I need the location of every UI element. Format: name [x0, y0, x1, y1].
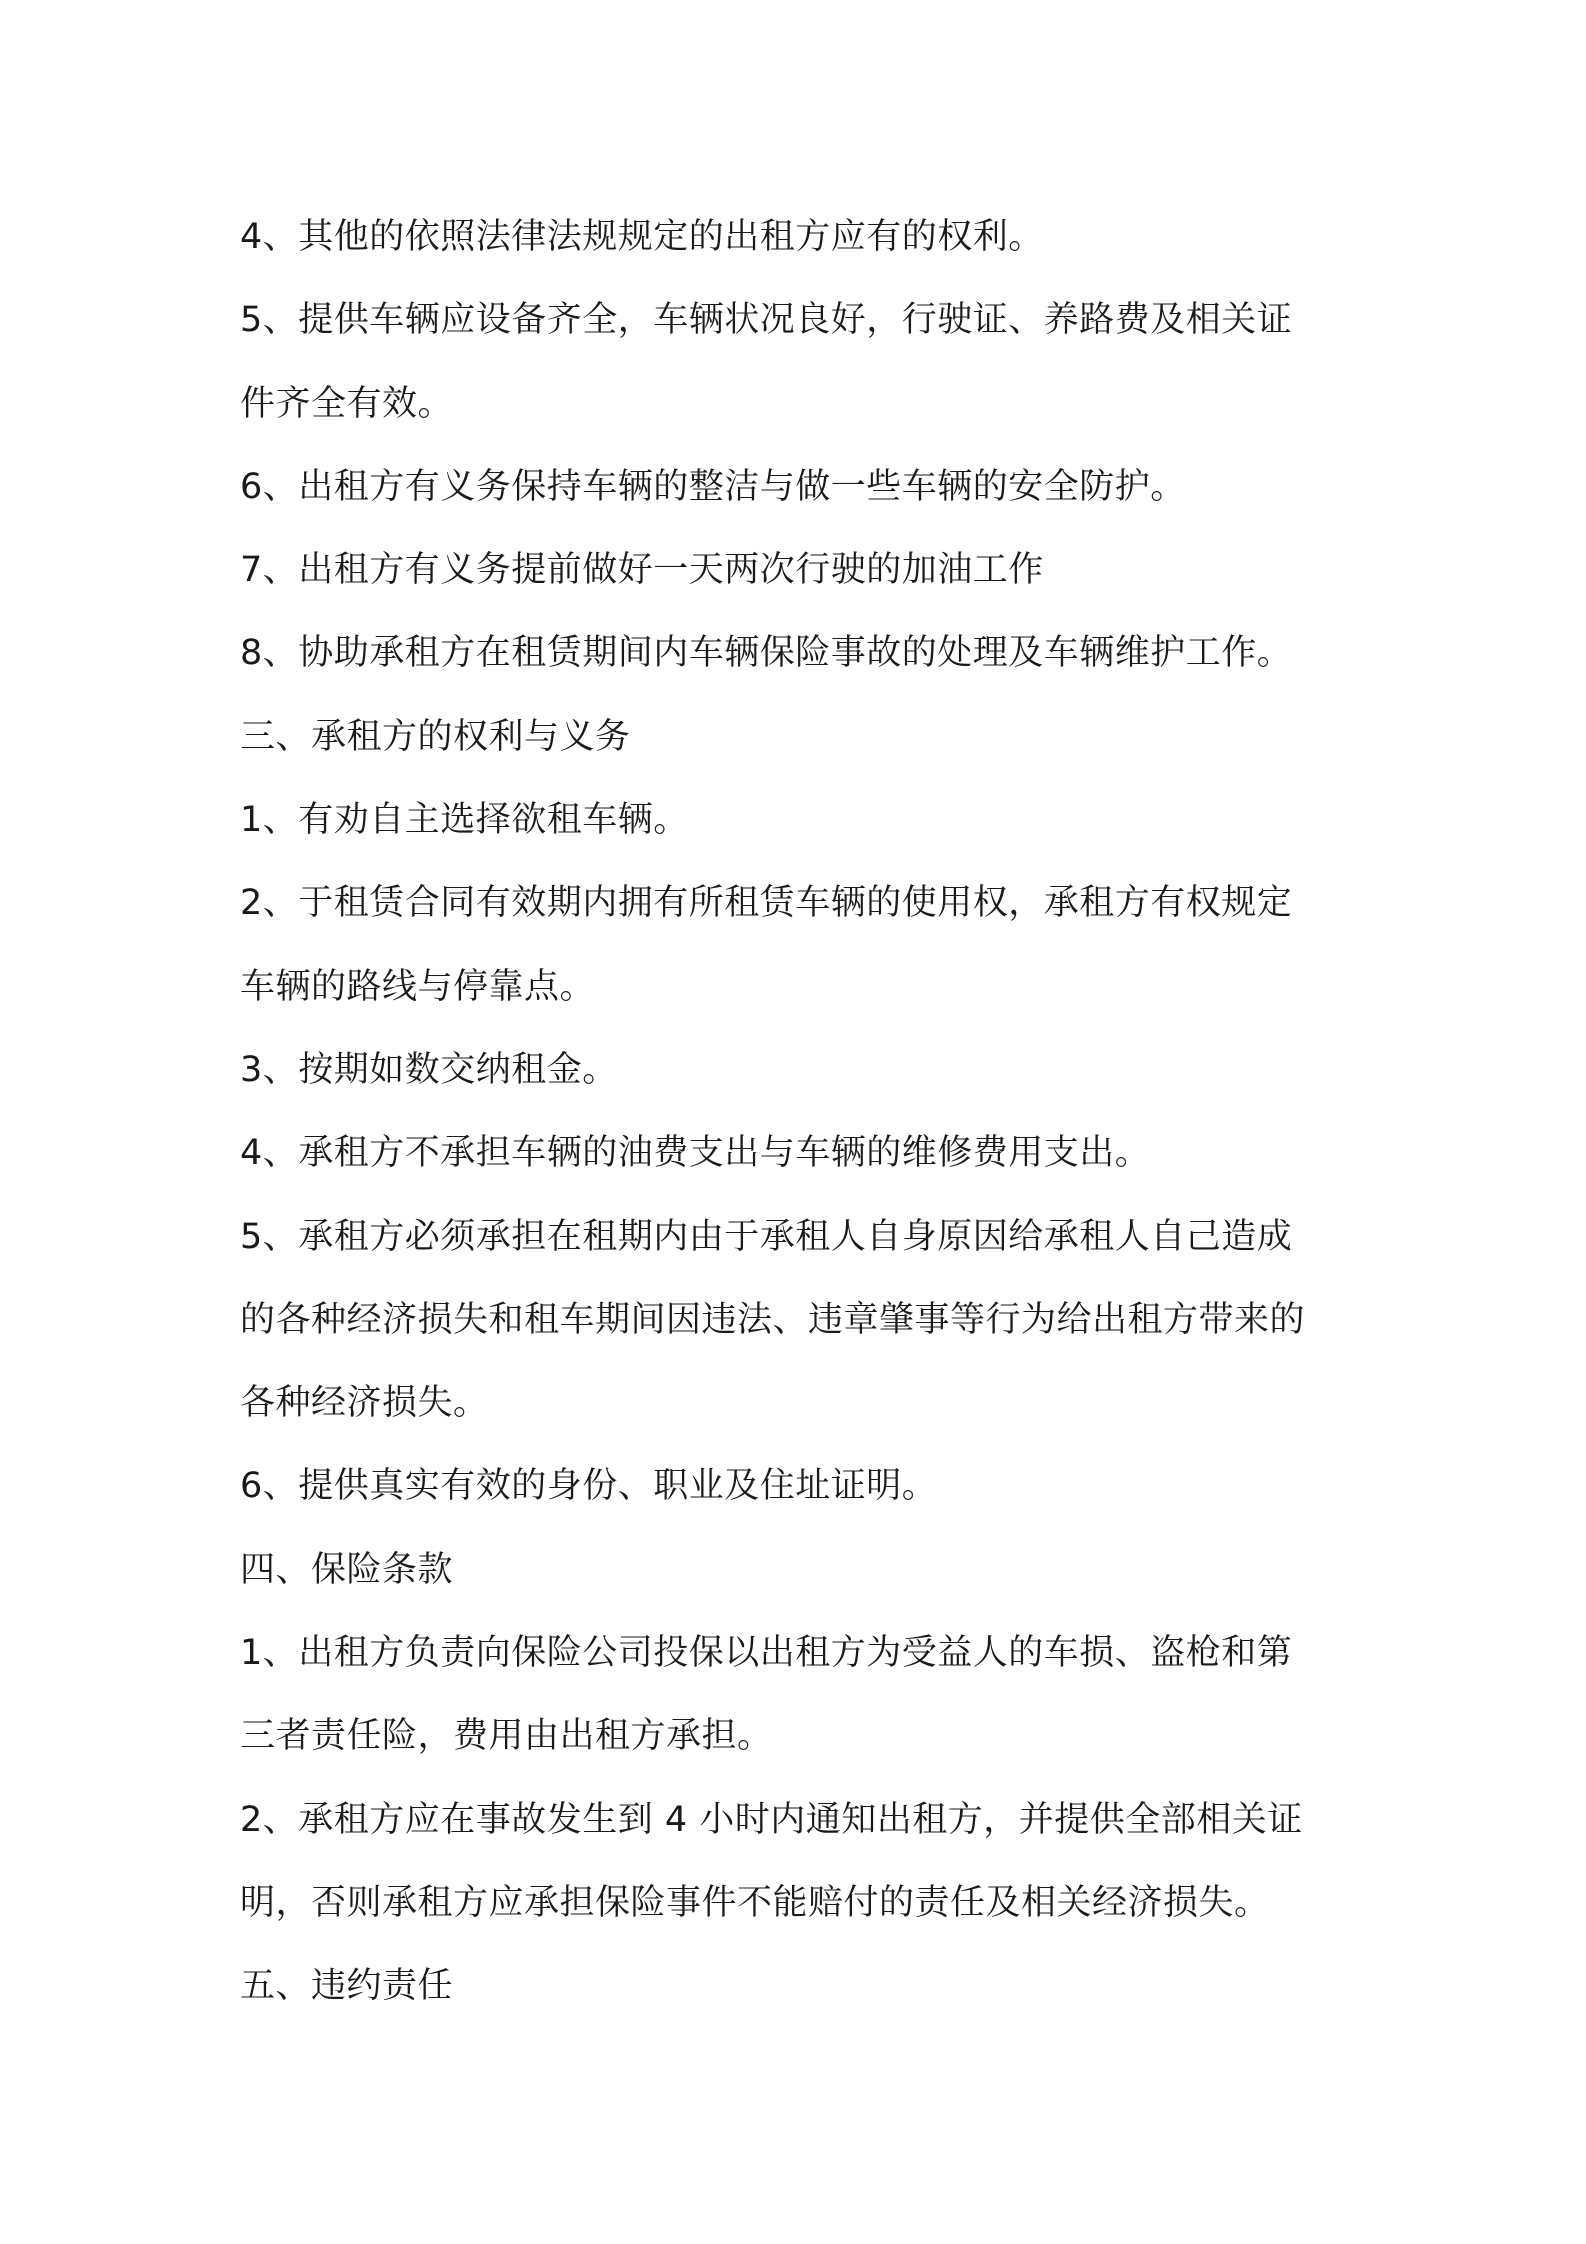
clause-line: 6、提供真实有效的身份、职业及住址证明。 — [240, 1466, 938, 1507]
clause-line: 3、按期如数交纳租金。 — [240, 1049, 618, 1090]
clause-line: 5、提供车辆应设备齐全，车辆状况良好，行驶证、养路费及相关证 — [240, 300, 1293, 341]
clause-line: 8、协助承租方在租赁期间内车辆保险事故的处理及车辆维护工作。 — [240, 633, 1293, 674]
clause-line: 明，否则承租方应承担保险事件不能赔付的责任及相关经济损失。 — [240, 1882, 1270, 1923]
section-heading: 五、违约责任 — [240, 1966, 454, 2007]
section-heading: 三、承租方的权利与义务 — [240, 716, 631, 757]
clause-line: 三者责任险，费用由出租方承担。 — [240, 1716, 773, 1757]
document-body — [240, 196, 1360, 2029]
clause-line: 6、出租方有义务保持车辆的整洁与做一些车辆的安全防护。 — [240, 466, 1186, 507]
clause-line: 5、承租方必须承担在租期内由于承租人自身原因给承租人自己造成 — [240, 1216, 1293, 1257]
clause-line: 的各种经济损失和租车期间因违法、违章肇事等行为给出租方带来的 — [240, 1299, 1306, 1340]
clause-line: 2、于租赁合同有效期内拥有所租赁车辆的使用权，承租方有权规定 — [240, 883, 1293, 924]
clause-line: 各种经济损失。 — [240, 1383, 489, 1424]
section-heading: 四、保险条款 — [240, 1549, 454, 1590]
clause-line: 1、有劝自主选择欲租车辆。 — [240, 800, 689, 841]
clause-line: 2、承租方应在事故发生到 4 小时内通知出租方，并提供全部相关证 — [240, 1799, 1303, 1840]
clause-line: 车辆的路线与停靠点。 — [240, 966, 596, 1007]
clause-line: 4、承租方不承担车辆的油费支出与车辆的维修费用支出。 — [240, 1133, 1151, 1174]
clause-line: 件齐全有效。 — [240, 383, 454, 424]
clause-line: 7、出租方有义务提前做好一天两次行驶的加油工作 — [240, 550, 1044, 591]
clause-line: 4、其他的依照法律法规规定的出租方应有的权利。 — [240, 217, 1044, 257]
clause-line: 1、出租方负责向保险公司投保以出租方为受益人的车损、盗枪和第 — [240, 1633, 1293, 1674]
